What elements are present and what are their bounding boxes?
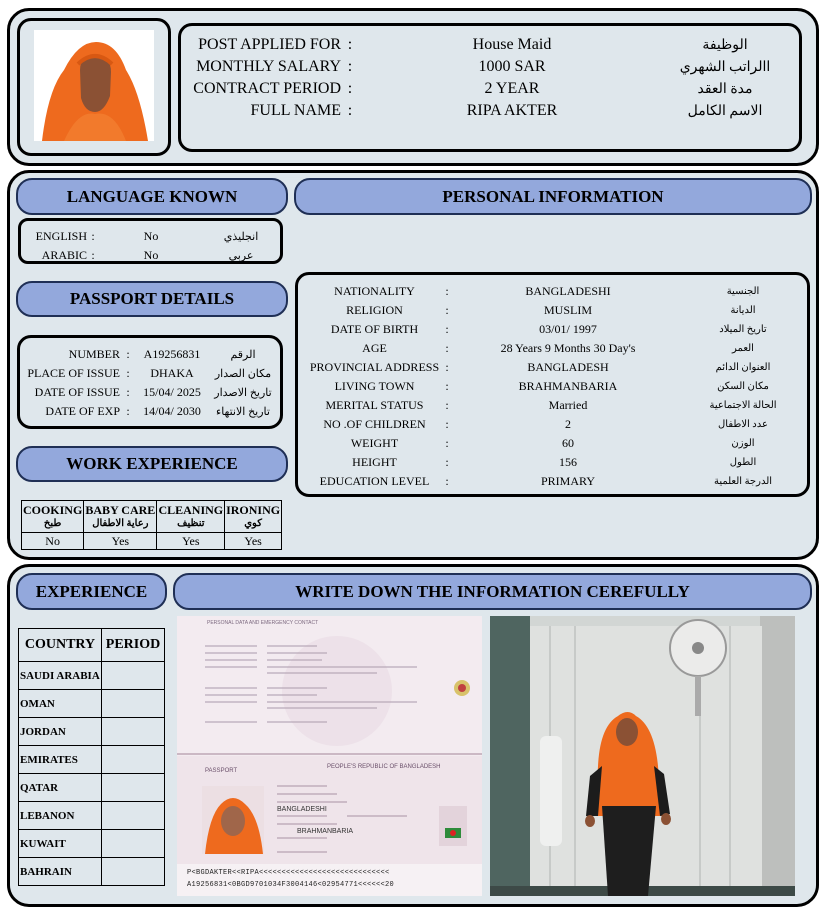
personal-arabic: الطول bbox=[729, 456, 757, 468]
passport-arabic: تاريخ الانتهاء bbox=[216, 405, 270, 418]
personal-value: 60 bbox=[562, 435, 574, 450]
experience-country: KUWAIT bbox=[19, 830, 102, 858]
personal-label: LIVING TOWN bbox=[334, 378, 415, 393]
personal-colon: : bbox=[445, 302, 449, 317]
personal-row bbox=[298, 396, 807, 414]
work-experience-table bbox=[21, 500, 282, 550]
header-row bbox=[187, 56, 793, 78]
personal-arabic: الدرجة العلمية bbox=[713, 475, 773, 487]
work-skill-name: BABY CARE bbox=[85, 502, 156, 517]
passport-colon: : bbox=[126, 346, 130, 361]
personal-label: NATIONALITY bbox=[334, 283, 415, 298]
experience-period[interactable] bbox=[102, 662, 165, 690]
work-skill-value: Yes bbox=[225, 533, 282, 550]
experience-row bbox=[19, 718, 165, 746]
header-row bbox=[187, 78, 793, 100]
header-row-value: 2 YEAR bbox=[484, 80, 540, 97]
language-box bbox=[18, 218, 283, 264]
experience-row bbox=[19, 690, 165, 718]
header-row-arabic: االراتب الشهري bbox=[679, 59, 771, 75]
personal-colon: : bbox=[445, 340, 449, 355]
personal-value: 03/01/ 1997 bbox=[539, 321, 597, 336]
language-colon: : bbox=[91, 228, 95, 243]
personal-colon: : bbox=[445, 435, 449, 450]
header-row-value: RIPA AKTER bbox=[466, 102, 558, 119]
experience-period[interactable] bbox=[102, 830, 165, 858]
personal-value: BANGLADESHI bbox=[525, 283, 611, 298]
experience-country: QATAR bbox=[19, 774, 102, 802]
passport-box bbox=[17, 335, 283, 429]
profile-photo-frame bbox=[17, 18, 171, 156]
passport-row bbox=[20, 402, 280, 420]
work-experience-heading: WORK EXPERIENCE bbox=[16, 446, 288, 482]
header-row-arabic: الوظيفة bbox=[702, 37, 748, 53]
header-row-label: POST APPLIED FOR bbox=[198, 36, 341, 53]
personal-arabic: الجنسية bbox=[726, 285, 760, 297]
language-value: No bbox=[143, 228, 159, 243]
experience-row bbox=[19, 774, 165, 802]
personal-label: EDUCATION LEVEL bbox=[319, 473, 430, 488]
language-row bbox=[21, 227, 280, 245]
experience-period[interactable] bbox=[102, 746, 165, 774]
passport-colon: : bbox=[126, 384, 130, 399]
language-colon: : bbox=[91, 247, 95, 262]
passport-town-text: BRAHMANBARIA bbox=[297, 828, 354, 835]
personal-arabic: الوزن bbox=[731, 437, 755, 449]
experience-period[interactable] bbox=[102, 690, 165, 718]
full-body-photo bbox=[490, 616, 795, 896]
header-row bbox=[187, 34, 793, 56]
personal-row bbox=[298, 339, 807, 357]
personal-colon: : bbox=[445, 416, 449, 431]
experience-row bbox=[19, 830, 165, 858]
personal-colon: : bbox=[445, 378, 449, 393]
work-skill-header bbox=[22, 501, 84, 533]
personal-row bbox=[298, 434, 807, 452]
passport-mrz-line-2: A19256831<0BGD9701034F3004146<02954771<<<<<<20 bbox=[187, 881, 395, 889]
language-arabic: عربي bbox=[228, 249, 254, 262]
work-skill-arabic: كوي bbox=[244, 517, 262, 529]
personal-row bbox=[298, 358, 807, 376]
experience-country: SAUDI ARABIA bbox=[19, 662, 102, 690]
experience-row bbox=[19, 858, 165, 886]
personal-label: PROVINCIAL ADDRESS bbox=[309, 359, 440, 374]
header-row-colon: : bbox=[347, 58, 353, 75]
personal-colon: : bbox=[445, 321, 449, 336]
passport-arabic: تاريخ الاصدار bbox=[214, 386, 272, 399]
personal-value: BRAHMANBARIA bbox=[518, 378, 618, 393]
job-summary-box bbox=[178, 23, 802, 152]
language-known-heading: LANGUAGE KNOWN bbox=[16, 178, 288, 215]
passport-nationality-text: BANGLADESHI bbox=[277, 806, 327, 813]
personal-label: HEIGHT bbox=[352, 454, 397, 469]
personal-colon: : bbox=[445, 454, 449, 469]
personal-information-heading: PERSONAL INFORMATION bbox=[294, 178, 812, 215]
personal-info-box bbox=[295, 272, 810, 497]
personal-label: MERITAL STATUS bbox=[325, 397, 424, 412]
personal-value: PRIMARY bbox=[540, 473, 596, 488]
work-skill-value: Yes bbox=[157, 533, 225, 550]
personal-label: NO .OF CHILDREN bbox=[323, 416, 426, 431]
passport-arabic: مكان الصدار bbox=[214, 367, 272, 380]
personal-row bbox=[298, 415, 807, 433]
work-skill-header bbox=[157, 501, 225, 533]
passport-label: PLACE OF ISSUE bbox=[27, 365, 120, 380]
experience-period[interactable] bbox=[102, 802, 165, 830]
header-row-arabic: مدة العقد bbox=[697, 81, 753, 97]
personal-value: Married bbox=[548, 397, 588, 412]
experience-period[interactable] bbox=[102, 858, 165, 886]
passport-label: NUMBER bbox=[68, 346, 120, 361]
personal-colon: : bbox=[445, 397, 449, 412]
experience-country: OMAN bbox=[19, 690, 102, 718]
personal-colon: : bbox=[445, 473, 449, 488]
personal-arabic: عدد الاطفال bbox=[718, 418, 768, 430]
profile-photo bbox=[34, 30, 154, 141]
language-label: ARABIC bbox=[41, 247, 87, 262]
passport-value: 14/04/ 2030 bbox=[143, 403, 201, 418]
header-row-label: MONTHLY SALARY bbox=[196, 58, 341, 75]
passport-details-heading: PASSPORT DETAILS bbox=[16, 281, 288, 317]
work-skill-value: Yes bbox=[84, 533, 157, 550]
passport-row bbox=[20, 383, 280, 401]
passport-row bbox=[20, 364, 280, 382]
experience-heading: EXPERIENCE bbox=[16, 573, 167, 610]
full-body-photo-graphic bbox=[490, 616, 795, 896]
personal-row bbox=[298, 377, 807, 395]
passport-label: DATE OF ISSUE bbox=[34, 384, 120, 399]
work-skill-name: IRONING bbox=[226, 502, 281, 517]
personal-arabic: الحالة الاجتماعية bbox=[709, 399, 777, 411]
personal-value: 2 bbox=[565, 416, 571, 431]
passport-colon: : bbox=[126, 365, 130, 380]
language-arabic: انجليذي bbox=[223, 230, 259, 243]
work-skill-name: COOKING bbox=[22, 502, 83, 517]
personal-row bbox=[298, 453, 807, 471]
header-row-colon: : bbox=[347, 36, 353, 53]
work-skill-arabic: طبخ bbox=[43, 517, 62, 529]
work-skill-header bbox=[225, 501, 282, 533]
header-row bbox=[187, 100, 793, 122]
header-row-colon: : bbox=[347, 80, 353, 97]
experience-country: BAHRAIN bbox=[19, 858, 102, 886]
passport-word: PASSPORT bbox=[205, 768, 238, 774]
personal-arabic: العمر bbox=[732, 342, 754, 354]
personal-row bbox=[298, 320, 807, 338]
passport-mrz-line-1: P<BGDAKTER<<RIPA<<<<<<<<<<<<<<<<<<<<<<<<<<<<< bbox=[187, 869, 390, 877]
experience-country: JORDAN bbox=[19, 718, 102, 746]
personal-label: RELIGION bbox=[346, 302, 403, 317]
passport-row bbox=[20, 345, 280, 363]
passport-republic-text: PEOPLE'S REPUBLIC OF BANGLADESH bbox=[327, 764, 441, 770]
experience-period[interactable] bbox=[102, 718, 165, 746]
personal-colon: : bbox=[445, 283, 449, 298]
experience-row bbox=[19, 802, 165, 830]
personal-value: 28 Years 9 Months 30 Day's bbox=[500, 340, 636, 355]
work-skill-arabic: رعاية الاطفال bbox=[92, 517, 149, 529]
personal-label: DATE OF BIRTH bbox=[330, 321, 419, 336]
experience-period[interactable] bbox=[102, 774, 165, 802]
personal-row bbox=[298, 301, 807, 319]
header-row-label: CONTRACT PERIOD bbox=[193, 80, 341, 97]
language-row bbox=[21, 246, 280, 264]
work-skill-name: CLEANING bbox=[158, 502, 224, 517]
write-carefully-banner: WRITE DOWN THE INFORMATION CEREFULLY bbox=[173, 573, 812, 610]
personal-value: 156 bbox=[559, 454, 577, 469]
language-value: No bbox=[143, 247, 159, 262]
experience-row bbox=[19, 746, 165, 774]
country-column-header: COUNTRY bbox=[19, 629, 102, 662]
passport-scan-graphic bbox=[177, 616, 482, 896]
period-column-header: PERIOD bbox=[102, 629, 165, 662]
header-row-colon: : bbox=[347, 102, 353, 119]
experience-country: EMIRATES bbox=[19, 746, 102, 774]
personal-arabic: العنوان الدائم bbox=[715, 361, 771, 373]
personal-arabic: الديانة bbox=[730, 304, 756, 316]
header-row-label: FULL NAME bbox=[250, 102, 341, 119]
personal-row bbox=[298, 472, 807, 490]
experience-row bbox=[19, 662, 165, 690]
experience-table bbox=[18, 628, 165, 886]
passport-scan-image bbox=[177, 616, 482, 896]
passport-colon: : bbox=[126, 403, 130, 418]
person-portrait-icon bbox=[34, 30, 154, 141]
personal-arabic: مكان السكن bbox=[717, 380, 769, 392]
passport-arabic: الرقم bbox=[230, 348, 256, 361]
passport-value: A19256831 bbox=[143, 346, 201, 361]
header-row-arabic: الاسم الكامل bbox=[687, 103, 763, 119]
passport-label: DATE OF EXP bbox=[45, 403, 120, 418]
experience-country: LEBANON bbox=[19, 802, 102, 830]
work-skill-arabic: تنظيف bbox=[177, 517, 205, 529]
personal-label: AGE bbox=[362, 340, 387, 355]
work-skill-value: No bbox=[22, 533, 84, 550]
personal-arabic: تاريخ الميلاد bbox=[719, 323, 767, 335]
personal-colon: : bbox=[445, 359, 449, 374]
personal-label: WEIGHT bbox=[350, 435, 399, 450]
personal-value: BANGLADESH bbox=[527, 359, 609, 374]
passport-scan-header: PERSONAL DATA AND EMERGENCY CONTACT bbox=[207, 620, 319, 626]
personal-row bbox=[298, 282, 807, 300]
work-skill-header bbox=[84, 501, 157, 533]
header-row-value: 1000 SAR bbox=[478, 58, 546, 75]
personal-value: MUSLIM bbox=[543, 302, 592, 317]
header-row-value: House Maid bbox=[472, 36, 552, 53]
passport-value: DHAKA bbox=[150, 365, 194, 380]
passport-value: 15/04/ 2025 bbox=[143, 384, 201, 399]
language-label: ENGLISH bbox=[35, 228, 87, 243]
